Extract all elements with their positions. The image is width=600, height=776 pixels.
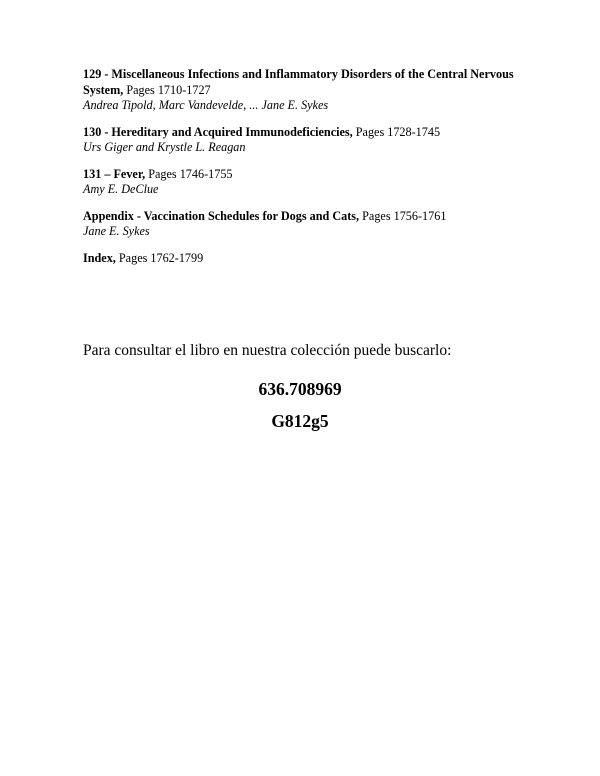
library-note: Para consultar el libro en nuestra colección puede buscarlo: [83,342,452,359]
chapter-title: 131 – Fever, [83,166,146,181]
page-range: Pages 1746-1755 [145,166,233,181]
chapter-authors: Amy E. DeClue [83,182,159,196]
toc-entry-appendix [83,209,523,240]
chapter-authors: Jane E. Sykes [83,224,150,238]
toc-entry-131 [83,167,523,198]
chapter-authors: Urs Giger and Krystle L. Reagan [83,140,246,154]
toc-entry-index [83,251,523,267]
chapter-title: Index, [83,250,116,265]
table-of-contents [83,67,523,277]
call-number-cutter: G812g5 [271,411,329,431]
page-range: Pages 1762-1799 [115,250,204,265]
chapter-title: 129 - Miscellaneous Infections and Inflammatory Disorders of the Central Nervous System, [83,67,514,97]
page-range: Pages 1710-1727 [123,82,211,97]
chapter-title: Appendix - Vaccination Schedules for Dogs and Cats, [83,208,360,223]
page-range: Pages 1728-1745 [352,124,441,139]
chapter-title: 130 - Hereditary and Acquired Immunodeficiencies, [83,124,353,139]
chapter-authors: Andrea Tipold, Marc Vandevelde, ... Jane E. Sykes [83,98,329,112]
page-range: Pages 1756-1761 [359,208,447,223]
call-number-classification: 636.708969 [258,379,342,399]
toc-entry-129 [83,67,523,114]
toc-entry-130 [83,125,523,156]
